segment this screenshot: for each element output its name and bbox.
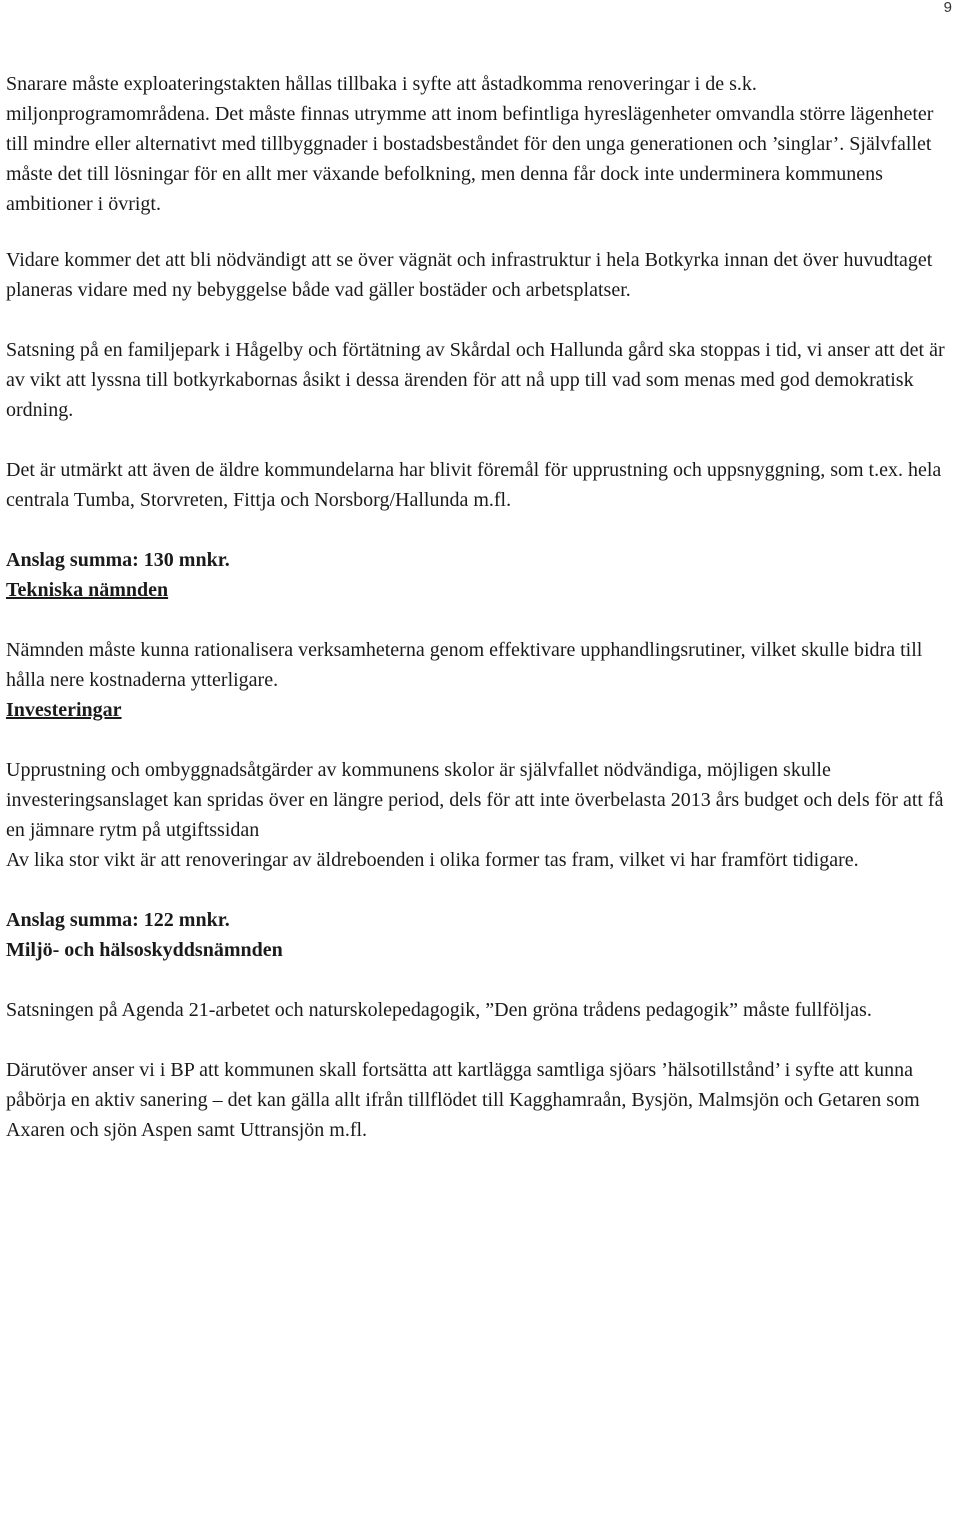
miljo-paragraph-2: Därutöver anser vi i BP att kommunen skall fortsätta att kartlägga samtliga sjöars ’hälsotillstånd’ i syfte att kunna påbörja en aktiv sanering – det kan gälla allt ifrån tillflödet till Kagghamraån, Bysjön, Malmsjön och Getaren som Axaren och sjön Aspen samt Uttransjön m.fl. bbox=[6, 1059, 920, 1141]
intro-paragraph-4: Det är utmärkt att även de äldre kommundelarna har blivit föremål för upprustning och uppsnyggning, som t.ex. hela centrala Tumba, Storvreten, Fittja och Norsborg/Hallunda m.fl. bbox=[6, 459, 942, 511]
heading-investeringar: Investeringar bbox=[6, 699, 122, 721]
miljo-paragraph-1: Satsningen på Agenda 21-arbetet och naturskolepedagogik, ”Den gröna trådens pedagogik” måste fullföljas. bbox=[6, 999, 872, 1021]
intro-paragraph-3: Satsning på en familjepark i Hågelby och förtätning av Skårdal och Hallunda gård ska stoppas i tid, vi anser att det är av vikt att lyssna till botkyrkabornas åsikt i dessa ärenden för att nå upp till vad som menas med god demokratisk ordning. bbox=[6, 339, 945, 421]
intro-paragraph-1 bbox=[6, 69, 956, 219]
document-body bbox=[6, 69, 956, 1145]
investeringar-paragraph-2: Av lika stor vikt är att renoveringar av äldreboenden i olika former tas fram, vilket vi har framfört tidigare. bbox=[6, 849, 859, 871]
investeringar-sum: Anslag summa: 122 mnkr. bbox=[6, 909, 230, 931]
page-number: 9 bbox=[943, 0, 952, 16]
heading-miljo: Miljö- och hälsoskyddsnämnden bbox=[6, 939, 283, 961]
heading-tekniska: Tekniska nämnden bbox=[6, 579, 169, 601]
intro-paragraph-2: Vidare kommer det att bli nödvändigt att se över vägnät och infrastruktur i hela Botkyrka innan det över huvudtaget planeras vidare med ny bebyggelse både vad gäller bostäder och arbetsplatser. bbox=[6, 249, 933, 301]
tekniska-paragraph-1: Nämnden måste kunna rationalisera verksamheterna genom effektivare upphandlingsrutiner, vilket skulle bidra till hålla nere kostnaderna ytterligare. bbox=[6, 639, 923, 691]
investeringar-paragraph-1: Upprustning och ombyggnadsåtgärder av kommunens skolor är självfallet nödvändiga, möjligen skulle investeringsanslaget kan spridas över en längre period, dels för att inte överbelasta 2013 års budget och dels för att få en jämnare rytm på utgiftssidan bbox=[6, 759, 944, 841]
intro-sum: Anslag summa: 130 mnkr. bbox=[6, 549, 230, 571]
intro-paragraph-1-text: Snarare måste exploateringstakten hållas tillbaka i syfte att åstadkomma renoveringar i de s.k. miljonprogramområdena. Det måste finnas utrymme att inom befintliga hyreslägenheter omvandla större lägenheter till mindre eller alternativt med tillbyggnader i bostadsbeståndet för den unga generationen och ’singlar’. Självfallet måste det till lösningar för en allt mer växande befolkning, men denna får dock inte underminera kommunens ambitioner i övrigt. bbox=[6, 73, 934, 215]
